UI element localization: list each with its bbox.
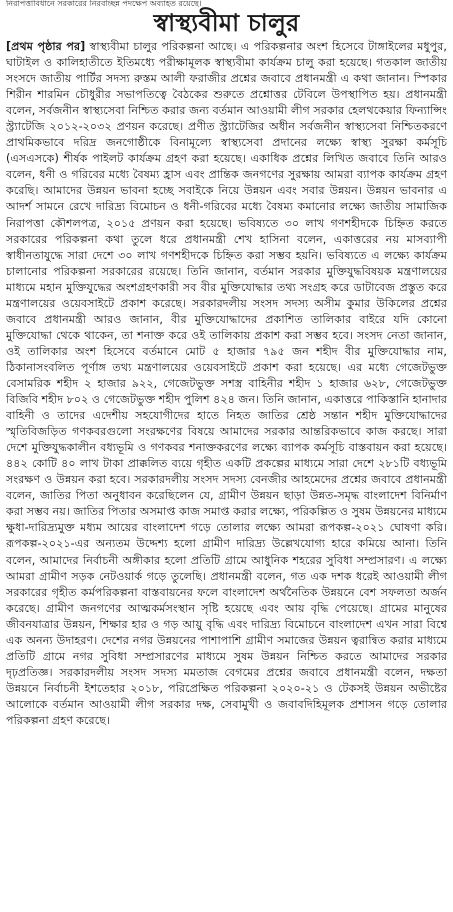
previous-article-fragment: নিরাপত্তাবিধানে সরকারের নিরবচ্ছিন্ন পদক্ষেপ অব্যাহত রয়েছে।	[6, 0, 202, 8]
article-body	[6, 39, 447, 911]
headline: স্বাস্থ্যবীমা চালুর	[153, 9, 300, 37]
continuation-note: [প্রথম পৃষ্ঠার পর]	[6, 40, 86, 53]
article-text: স্বাস্থ্যবীমা চালুর পরিকল্পনা আছে। এ পরিকল্পনার অংশ হিসেবে টাঙ্গাইলের মধুপুর, ঘাটাইল ও কালিহাতীতে ইতিমধ্যে পরীক্ষামূলক স্বাস্থ্যবীমা কার্যক্রম চালু করা হয়েছে। গতকাল জাতীয় সংসদে জাতীয় পার্টির সদস্য রুস্তম আলী ফরাজীর প্রশ্নের জবাবে প্রধানমন্ত্রী এ কথা জানান। স্পিকার শিরীন শারমিন চৌধুরীর সভাপতিত্বে বৈঠকের শুরুতে প্রশ্নোত্তর টেবিলে উপস্থাপিত হয়। প্রধানমন্ত্রী বলেন, সর্বজনীন স্বাস্থ্যসেবা নিশ্চিত করার জন্য বর্তমান আওয়ামী লীগ সরকার হেলথকেয়ার ফিন্যান্সিং স্ট্র্যাটেজি ২০১২-২০৩২ প্রণয়ন করেছে। প্রণীত স্ট্র্যাটেজির অধীন সর্বজনীন স্বাস্থ্যসেবা নিশ্চিতকরণে প্রাথমিকভাবে দরিদ্র জনগোষ্ঠীকে বিনামূল্যে স্বাস্থ্যসেবা প্রদানের লক্ষ্যে স্বাস্থ্য সুরক্ষা কর্মসূচি (এসএসকে) শীর্ষক পাইলট কার্যক্রম গ্রহণ করা হয়েছে। একাধিক প্রশ্নের লিখিত জবাবে তিনি আরও বলেন, ধনী ও গরিবের মধ্যে বৈষম্য হ্রাস এবং প্রান্তিক জনগণের সুরক্ষায় আমরা ব্যাপক কার্যক্রম গ্রহণ করেছি। আমাদের উন্নয়ন ভাবনা হচ্ছে সবাইকে নিয়ে উন্নয়ন এবং সবার উন্নয়ন। উন্নয়ন ভাবনার এ আদর্শ সামনে রেখে দারিদ্র্য বিমোচন ও ধনী-গরিবের মধ্যে বৈষম্য কমানোর লক্ষ্যে জাতীয় সামাজিক নিরাপত্তা কৌশলপত্র, ২০১৫ প্রণয়ন করা হয়েছে। ভবিষ্যতে ৩০ লাখ গণশহীদকে চিহ্নিত করতে সরকারের পরিকল্পনা কথা তুলে ধরে প্রধানমন্ত্রী শেখ হাসিনা বলেন, একাত্তরের নয় মাসব্যাপী স্বাধীনতাযুদ্ধে সারা দেশে ৩০ লাখ গণশহীদকে চিহ্নিত করা সম্ভব হয়নি। ভবিষ্যতে এ লক্ষ্যে কার্যক্রম চালানোর পরিকল্পনা সরকারের রয়েছে। তিনি জানান, বর্তমান সরকার মুক্তিযুদ্ধবিষয়ক মন্ত্রণালয়ের মাধ্যমে মহান মুক্তিযুদ্ধের অংশগ্রহণকারী সব বীর মুক্তিযোদ্ধার তথ্য সংগ্রহ করে ডাটাবেজ প্রস্তুত করে মন্ত্রণালয়ের ওয়েবসাইটে প্রকাশ করেছে। সরকারদলীয় সংসদ সদস্য অসীম কুমার উকিলের প্রশ্নের জবাবে প্রধানমন্ত্রী আরও জানান, বীর মুক্তিযোদ্ধাদের প্রকাশিত তালিকার বাইরে যদি কোনো মুক্তিযোদ্ধা থেকে থাকেন, তা শনাক্ত করে ওই তালিকায় প্রকাশ করা সম্ভব হবে। সংসদ নেতা জানান, ওই তালিকার অংশ হিসেবে বর্তমানে মোট ৫ হাজার ৭৯৫ জন শহীদ বীর মুক্তিযোদ্ধার নাম, ঠিকানাসংবলিত পূর্ণাঙ্গ তথ্য মন্ত্রণালয়ের ওয়েবসাইটে প্রকাশ করা হয়েছে। এর মধ্যে গেজেটভুক্ত বেসামরিক শহীদ ২ হাজার ৯২২, গেজেটভুক্ত সশস্ত্র বাহিনীর শহীদ ১ হাজার ৬২৮, গেজেটভুক্ত বিজিবি শহীদ ৮০২ ও গেজেটভুক্ত শহীদ পুলিশ ৪২৪ জন। তিনি জানান, একাত্তরে পাকিস্তানি হানাদার বাহিনী ও তাদের এদেশীয় সহযোগীদের হাতে নিহত জাতির শ্রেষ্ঠ সন্তান শহীদ মুক্তিযোদ্ধাদের স্মৃতিবিজড়িত গণকবরগুলো সংরক্ষণের বিষয়ে আমাদের সরকার আন্তরিকভাবে কাজ করছে। সারা দেশে মুক্তিযুদ্ধকালীন বধ্যভূমি ও গণকবর শনাক্তকরণের লক্ষ্যে ব্যাপক কর্মসূচি বাস্তবায়ন করা হয়েছে। ৪৪২ কোটি ৪০ লাখ টাকা প্রাক্কলিত ব্যয়ে গৃহীত একটি প্রকল্পের মাধ্যমে সারা দেশে ২৮১টি বধ্যভূমি সংরক্ষণ ও উন্নয়ন করা হবে। সরকারদলীয় সংসদ সদস্য বেনজীর আহমেদের প্রশ্নের জবাবে প্রধানমন্ত্রী বলেন, জাতির পিতা অনুধাবন করেছিলেন যে, গ্রামীণ উন্নয়ন ছাড়া উন্নত-সমৃদ্ধ বাংলাদেশ বিনির্মাণ করা সম্ভব নয়। জাতির পিতার অসমাপ্ত কাজ সমাপ্ত করার লক্ষ্যে, পরিকল্পিত ও সুষম উন্নয়নের মাধ্যমে ক্ষুধা-দারিদ্র্যমুক্ত মধ্যম আয়ের বাংলাদেশ গড়ে তোলার লক্ষ্যে আমরা রূপকল্প-২০২১ ঘোষণা করি। রূপকল্প-২০২১-এর অন্যতম উদ্দেশ্য হলো গ্রামীণ দারিদ্র্য উল্লেখযোগ্য হারে কমিয়ে আনা। তিনি বলেন, আমাদের নির্বাচনী অঙ্গীকার হলো প্রতিটি গ্রামে আধুনিক শহরের সুবিধা সম্প্রসারণ। এ লক্ষ্যে আমরা গ্রামীণ সড়ক নেটওয়ার্ক গড়ে তুলেছি। প্রধানমন্ত্রী বলেন, গত এক দশক ধরেই আওয়ামী লীগ সরকারের গৃহীত কর্মপরিকল্পনা বাস্তবায়নের ফলে বাংলাদেশ অর্থনৈতিক উন্নয়নে বেশ সফলতা অর্জন করেছে। গ্রামীণ জনগণের আত্মকর্মসংস্থান সৃষ্টি হয়েছে এবং আয় বৃদ্ধি পেয়েছে। গ্রামের মানুষের জীবনযাত্রার উন্নয়ন, শিক্ষার হার ও গড় আয়ু বৃদ্ধি এবং দারিদ্র্য বিমোচনে বাংলাদেশ এখন সারা বিশ্বে এক অনন্য উদাহরণ। দেশের নগর উন্নয়নের পাশাপাশি গ্রামীণ সমাজের উন্নয়ন ত্বরান্বিত করার মাধ্যমে প্রতিটি গ্রামে নগর সুবিধা সম্প্রসারণের মাধ্যমে সুষম উন্নয়ন নিশ্চিত করতে আমাদের সরকার দৃঢ়প্রতিজ্ঞ। সরকারদলীয় সংসদ সদস্য মমতাজ বেগমের প্রশ্নের জবাবে প্রধানমন্ত্রী বলেন, দক্ষতা উন্নয়নে নির্বাচনী ইশতেহার ২০১৮, পরিপ্রেক্ষিত পরিকল্পনা ২০২০-২১ ও টেকসই উন্নয়ন অভীষ্টের আলোকে বর্তমান আওয়ামী লীগ সরকার দক্ষ, সেবামুখী ও জবাবদিহিমূলক প্রশাসন গড়ে তোলার পরিকল্পনা গ্রহণ করেছে।	[6, 40, 447, 727]
